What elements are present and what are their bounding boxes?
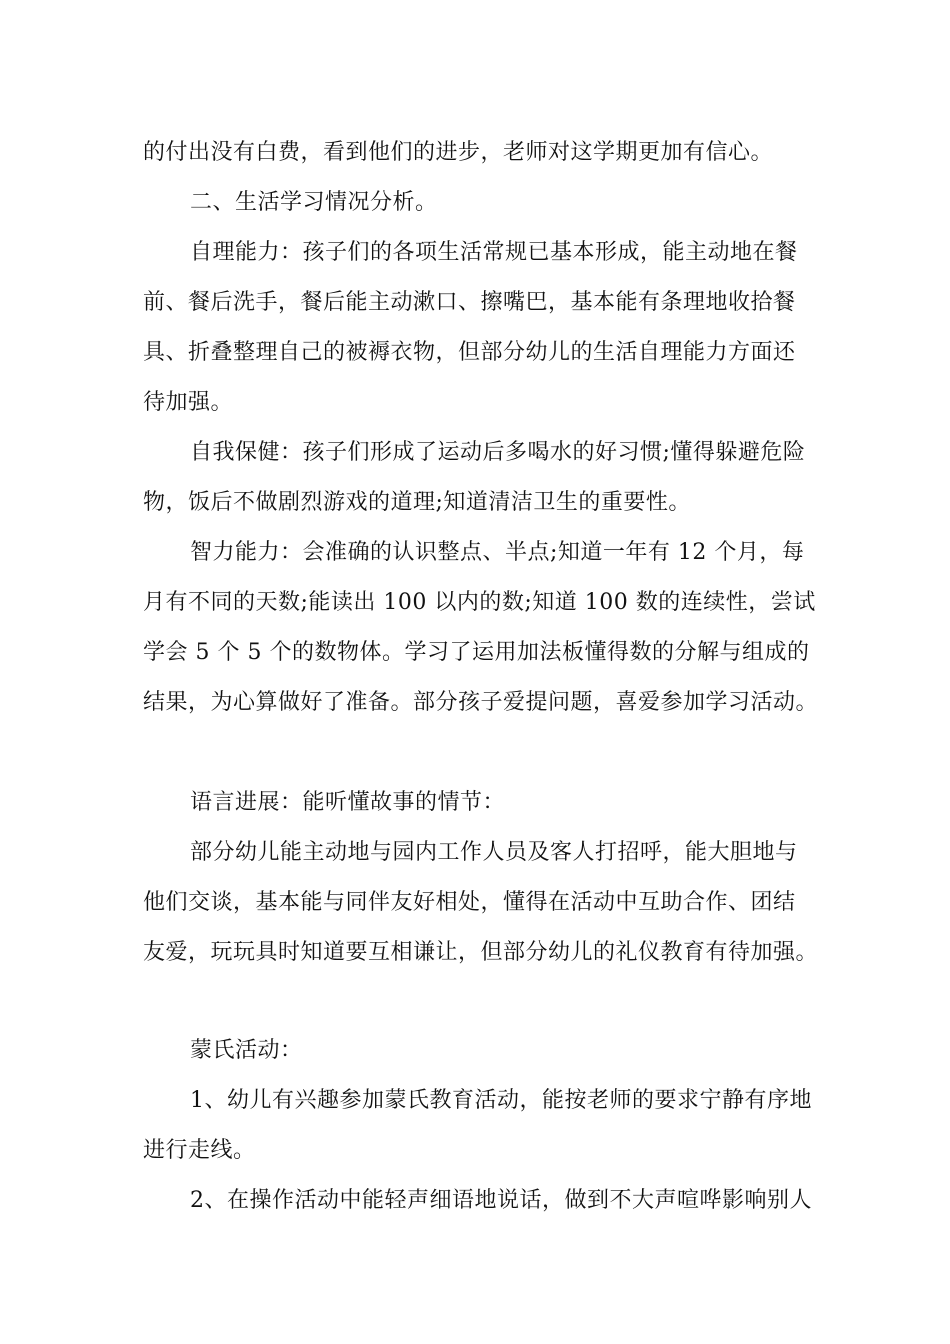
text-line: 待加强。 [143, 390, 234, 415]
text-line: 智力能力：会准确的认识整点、半点;知道一年有 12 个月，每 [190, 540, 805, 565]
text-line: 学会 5 个 5 个的数物体。学习了运用加法板懂得数的分解与组成的 [143, 640, 810, 665]
text-line: 他们交谈，基本能与同伴友好相处，懂得在活动中互助合作、团结 [143, 890, 796, 915]
text-line: 语言进展：能听懂故事的情节： [190, 790, 506, 815]
text-line: 前、餐后洗手，餐后能主动漱口、擦嘴巴，基本能有条理地收拾餐 [143, 290, 796, 315]
section-heading: 蒙氏活动： [190, 1038, 303, 1063]
text-line: 自理能力：孩子们的各项生活常规已基本形成，能主动地在餐 [190, 240, 798, 265]
text-line: 友爱，玩玩具时知道要互相谦让，但部分幼儿的礼仪教育有待加强。 [143, 940, 819, 965]
text-line: 2、在操作活动中能轻声细语地说话，做到不大声喧哗影响别人 [190, 1188, 812, 1213]
text-line: 具、折叠整理自己的被褥衣物，但部分幼儿的生活自理能力方面还 [143, 340, 796, 365]
text-line: 的付出没有白费，看到他们的进步，老师对这学期更加有信心。 [143, 140, 774, 165]
text-line: 自我保健：孩子们形成了运动后多喝水的好习惯;懂得躲避危险 [190, 440, 806, 465]
section-heading: 二、生活学习情况分析。 [190, 190, 438, 215]
text-line: 物，饭后不做剧烈游戏的道理;知道清洁卫生的重要性。 [143, 490, 691, 515]
text-line: 月有不同的天数;能读出 100 以内的数;知道 100 数的连续性，尝试 [143, 590, 816, 615]
text-line: 部分幼儿能主动地与园内工作人员及客人打招呼，能大胆地与 [190, 840, 798, 865]
text-line: 1、幼儿有兴趣参加蒙氏教育活动，能按老师的要求宁静有序地 [190, 1088, 812, 1113]
text-line: 结果，为心算做好了准备。部分孩子爱提问题，喜爱参加学习活动。 [143, 690, 819, 715]
text-line: 进行走线。 [143, 1138, 256, 1163]
